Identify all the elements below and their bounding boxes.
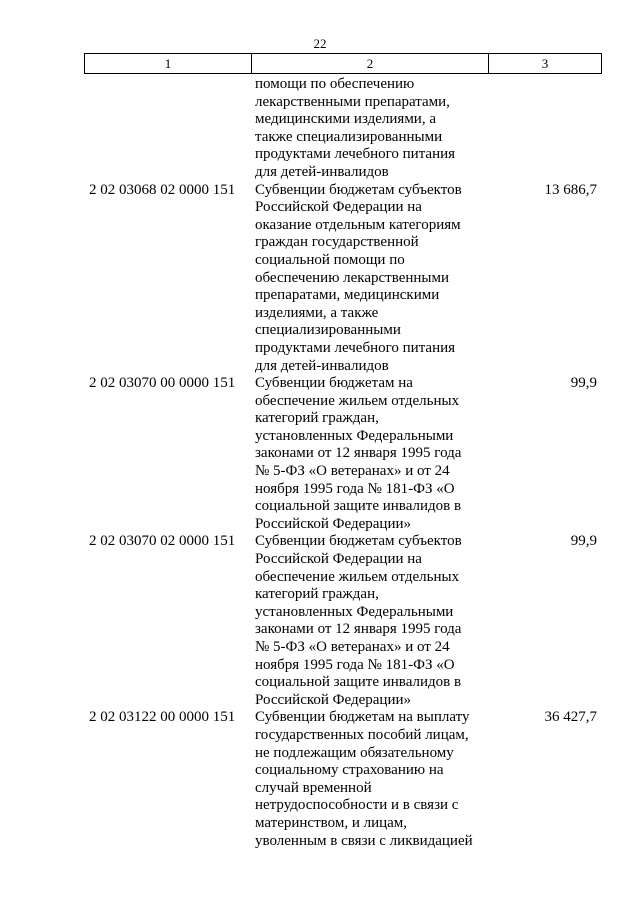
row-code: 2 02 03122 00 0000 151 (89, 709, 236, 726)
page-number: 22 (313, 36, 327, 51)
row-description: Субвенции бюджетам на обеспечение жильем отдельных категорий граждан, установленных Федеральными законами от 12 января 1995 года № 5-ФЗ «О ветеранах» и от 24 ноября 1995 года № 181-ФЗ «О социальной защите инвалидов в Российской Федерации» (255, 375, 462, 532)
table-row (84, 709, 602, 850)
table-row (84, 375, 602, 533)
table-row (84, 533, 602, 709)
header-col-2: 2 (252, 54, 489, 73)
row-amount (486, 76, 602, 182)
row-description: Субвенции бюджетам на выплату государственных пособий лицам, не подлежащим обязательному социальному страхованию на случай временной нетрудоспособности и в связи с материнством, и лицам, уволенным в связи с ликвидацией (255, 709, 473, 849)
row-code (84, 76, 250, 182)
row-amount: 36 427,7 (544, 709, 597, 726)
table-header (84, 53, 602, 74)
table-row (84, 182, 602, 376)
row-description: Субвенции бюджетам субъектов Российской Федерации на оказание отдельным категориям граждан государственной социальной помощи по обеспечению лекарственными препаратами, медицинскими изделиями, а также специализированными продуктами лечебного питания для детей-инвалидов (255, 181, 462, 374)
header-col-1: 1 (85, 54, 252, 73)
header-col-3: 3 (541, 56, 549, 71)
row-amount: 99,9 (570, 533, 597, 550)
row-code: 2 02 03068 02 0000 151 (89, 181, 236, 198)
row-code: 2 02 03070 02 0000 151 (89, 533, 236, 550)
table-body (84, 76, 602, 850)
row-description: Субвенции бюджетам субъектов Российской Федерации на обеспечение жильем отдельных категорий граждан, установленных Федеральными законами от 12 января 1995 года № 5-ФЗ «О ветеранах» и от 24 ноября 1995 года № 181-ФЗ «О социальной защите инвалидов в Российской Федерации» (255, 533, 462, 708)
row-amount: 99,9 (570, 375, 597, 392)
row-description: помощи по обеспечению лекарственными препаратами, медицинскими изделиями, а также специализированными продуктами лечебного питания для детей-инвалидов (255, 76, 456, 180)
row-amount: 13 686,7 (544, 181, 597, 198)
row-code: 2 02 03070 00 0000 151 (89, 375, 236, 392)
table-row (84, 76, 602, 182)
